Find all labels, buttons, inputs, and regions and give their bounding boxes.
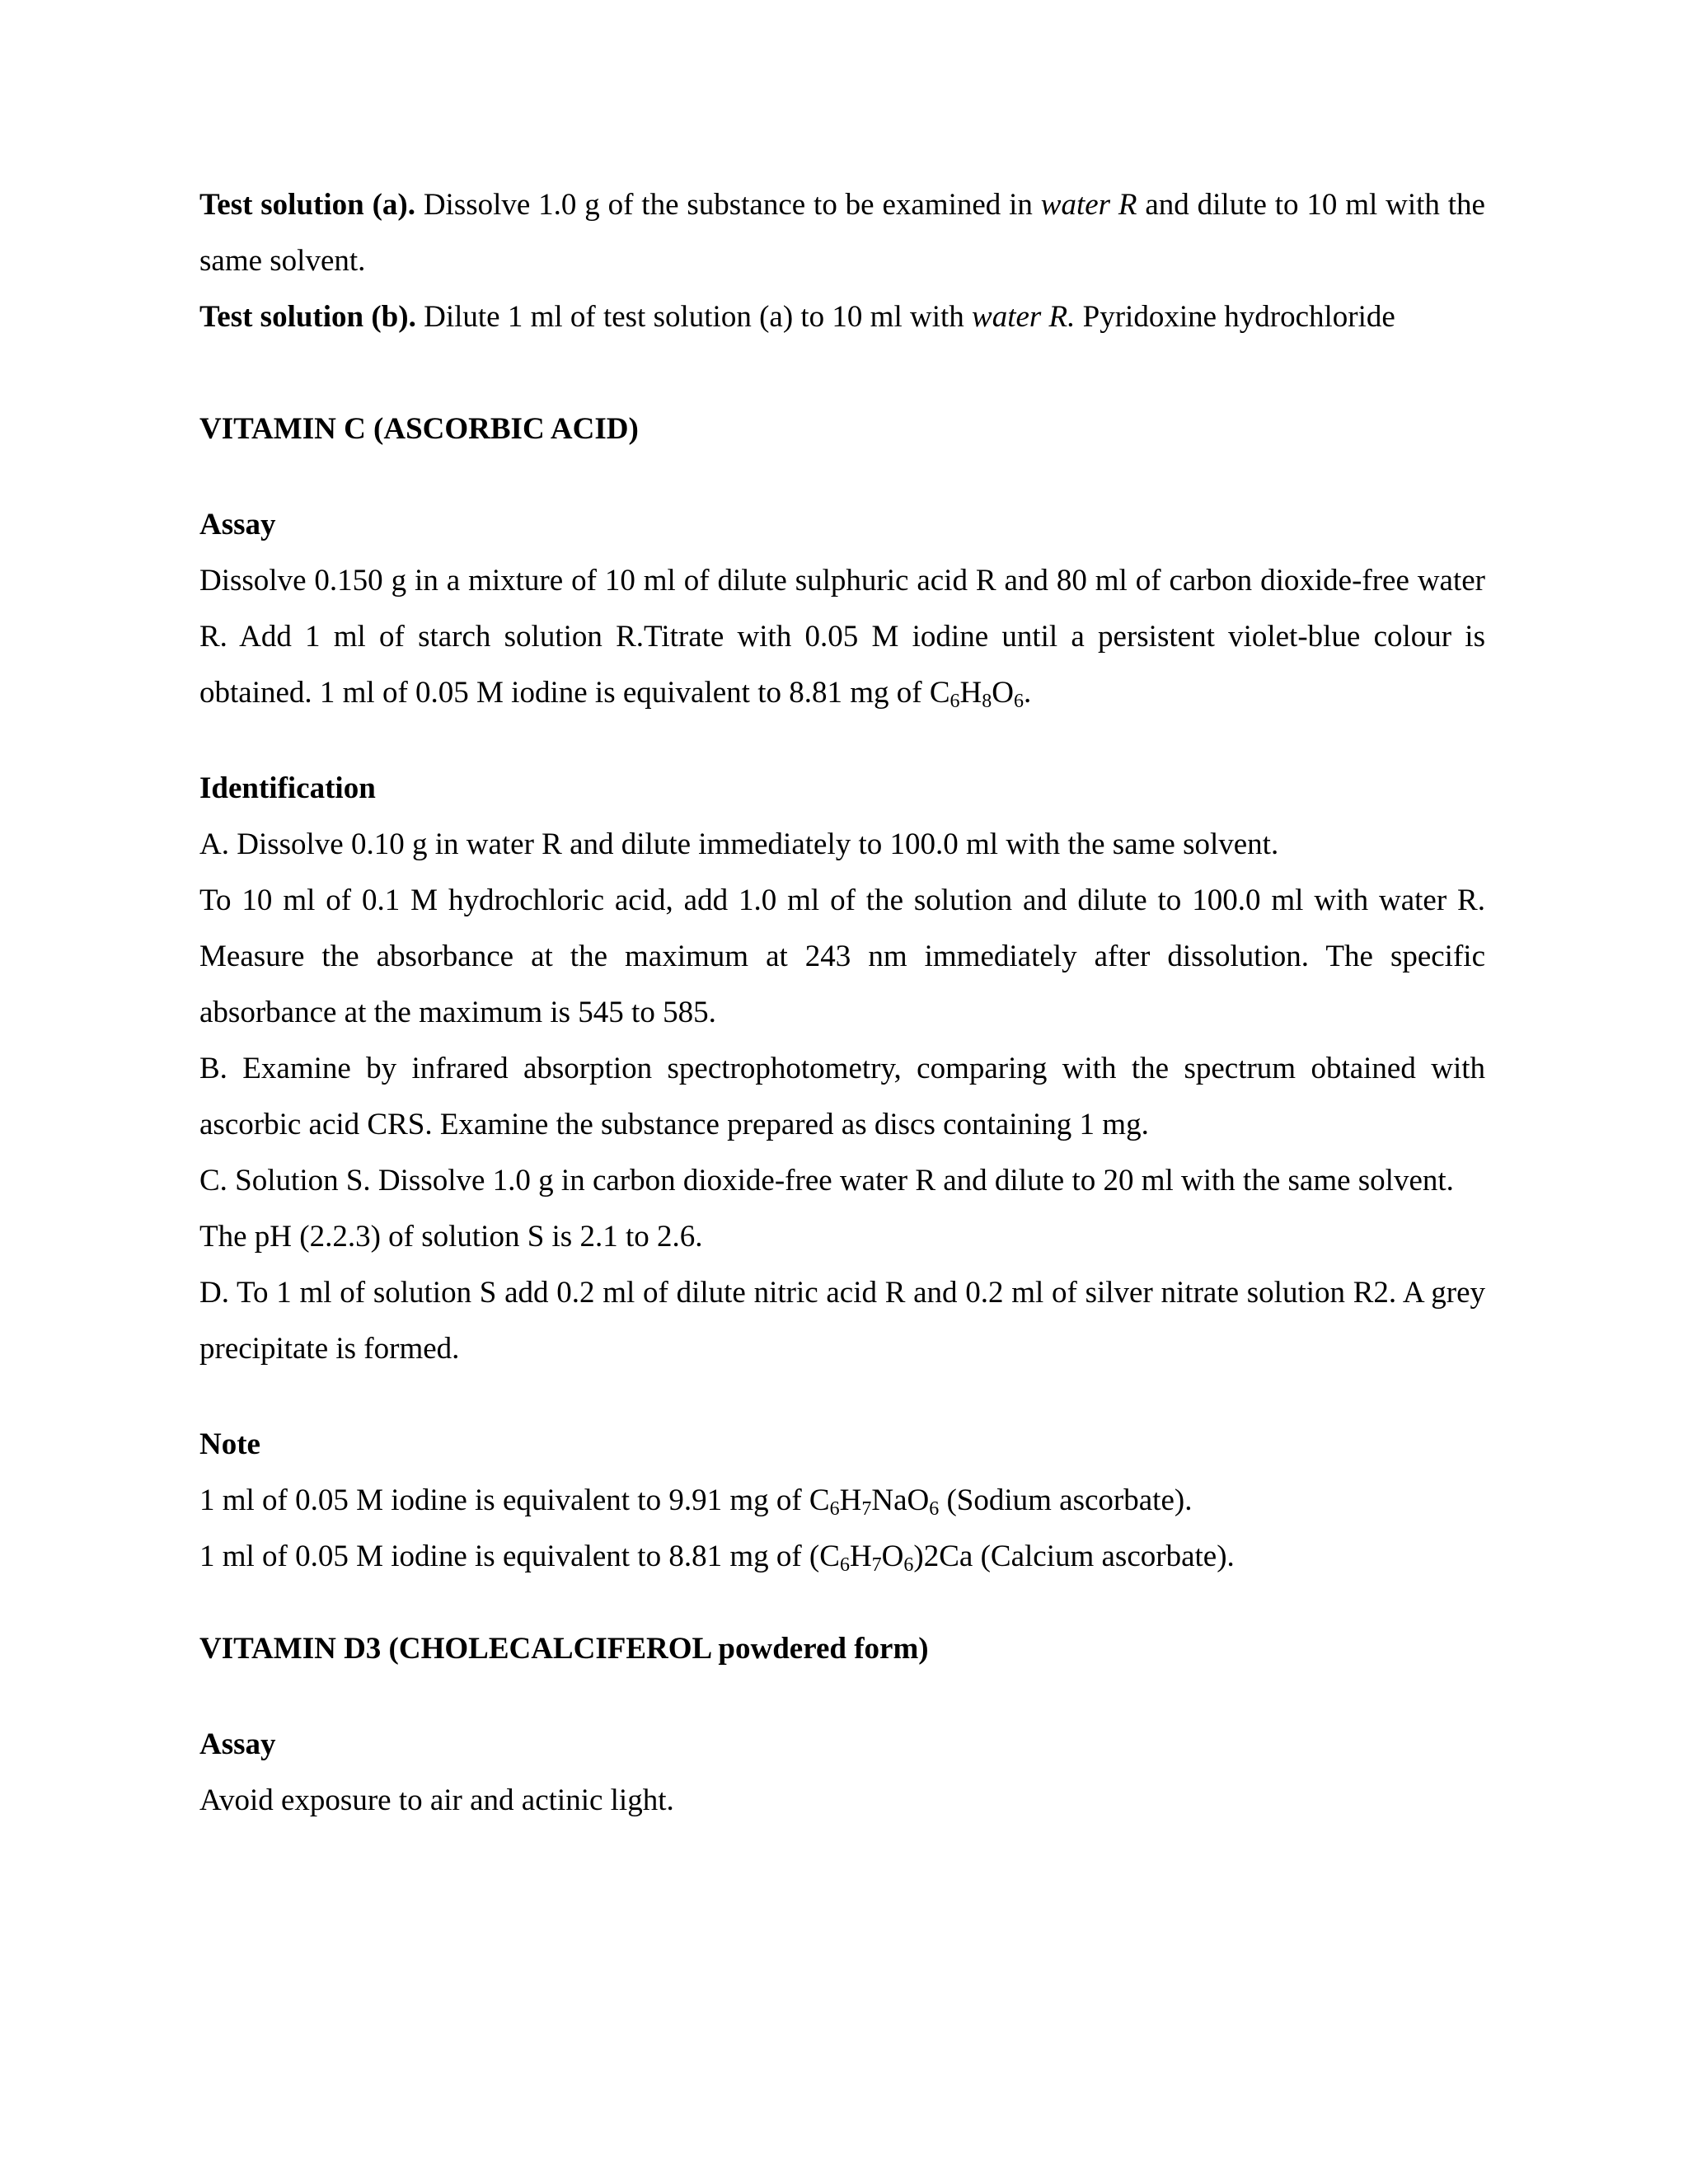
identification-a-continued: To 10 ml of 0.1 M hydrochloric acid, add 1.0 ml of the solution and dilute to 100.0 ml with water R. Measure the absorbance at the maximum at 243 nm immediately after dissolution. The specific absorbance at the maximum is 545 to 585. [199,883,1485,1029]
vitamin-c-assay-text: Dissolve 0.150 g in a mixture of 10 ml of dilute sulphuric acid R and 80 ml of carbon dioxide-free water R. Add 1 ml of starch solution R.Titrate with 0.05 M iodine until a persistent violet-blue colour is obtained. 1 ml of 0.05 M iodine is equivalent to 8.81 mg of $C_6H_8O_6$. [199,564,1485,712]
vitamin-c-title: VITAMIN C (ASCORBIC ACID) [199,412,639,446]
vitamin-c-note-heading: Note [199,1427,260,1461]
test-solution-b: Test solution (b). Dilute 1 ml of test solution (a) to 10 ml with water R. Pyridoxine hydrochloride [199,300,1395,334]
vitamin-c-identification-heading: Identification [199,771,376,805]
vitamin-d3-assay-text: Avoid exposure to air and actinic light. [199,1783,674,1817]
test-solution-a: Test solution (a). Dissolve 1.0 g of the substance to be examined in water R and dilute to 10 ml with the same solvent. [199,188,1485,278]
identification-a: A. Dissolve 0.10 g in water R and dilute immediately to 100.0 ml with the same solvent. [199,827,1279,861]
reagent-water-r: water R [1040,188,1137,222]
identification-c-ph: The pH (2.2.3) of solution S is 2.1 to 2.6. [199,1220,703,1254]
note-sodium-ascorbate: 1 ml of 0.05 M iodine is equivalent to 9.91 mg of $C_6H_7NaO_6$ (Sodium ascorbate). [199,1483,1193,1520]
test-solution-b-label: Test solution (b). [199,300,416,334]
document-page [199,177,1485,1829]
note-calcium-ascorbate: 1 ml of 0.05 M iodine is equivalent to 8.81 mg of $(C_6H_7O_6)2Ca$ (Calcium ascorbate). [199,1540,1235,1576]
identification-d: D. To 1 ml of solution S add 0.2 ml of dilute nitric acid R and 0.2 ml of silver nitrate solution R2. A grey precipitate is formed. [199,1276,1485,1366]
test-solution-a-label: Test solution (a). [199,188,415,222]
vitamin-c-assay-heading: Assay [199,508,276,541]
vitamin-d3-title: VITAMIN D3 (CHOLECALCIFEROL powdered form) [199,1632,929,1666]
vitamin-d3-assay-heading: Assay [199,1727,276,1761]
identification-b: B. Examine by infrared absorption spectrophotometry, comparing with the spectrum obtained with ascorbic acid CRS. Examine the substance prepared as discs containing 1 mg. [199,1052,1485,1141]
identification-c: C. Solution S. Dissolve 1.0 g in carbon dioxide-free water R and dilute to 20 ml with the same solvent. [199,1164,1454,1197]
reagent-water-r: water R. [972,300,1076,334]
